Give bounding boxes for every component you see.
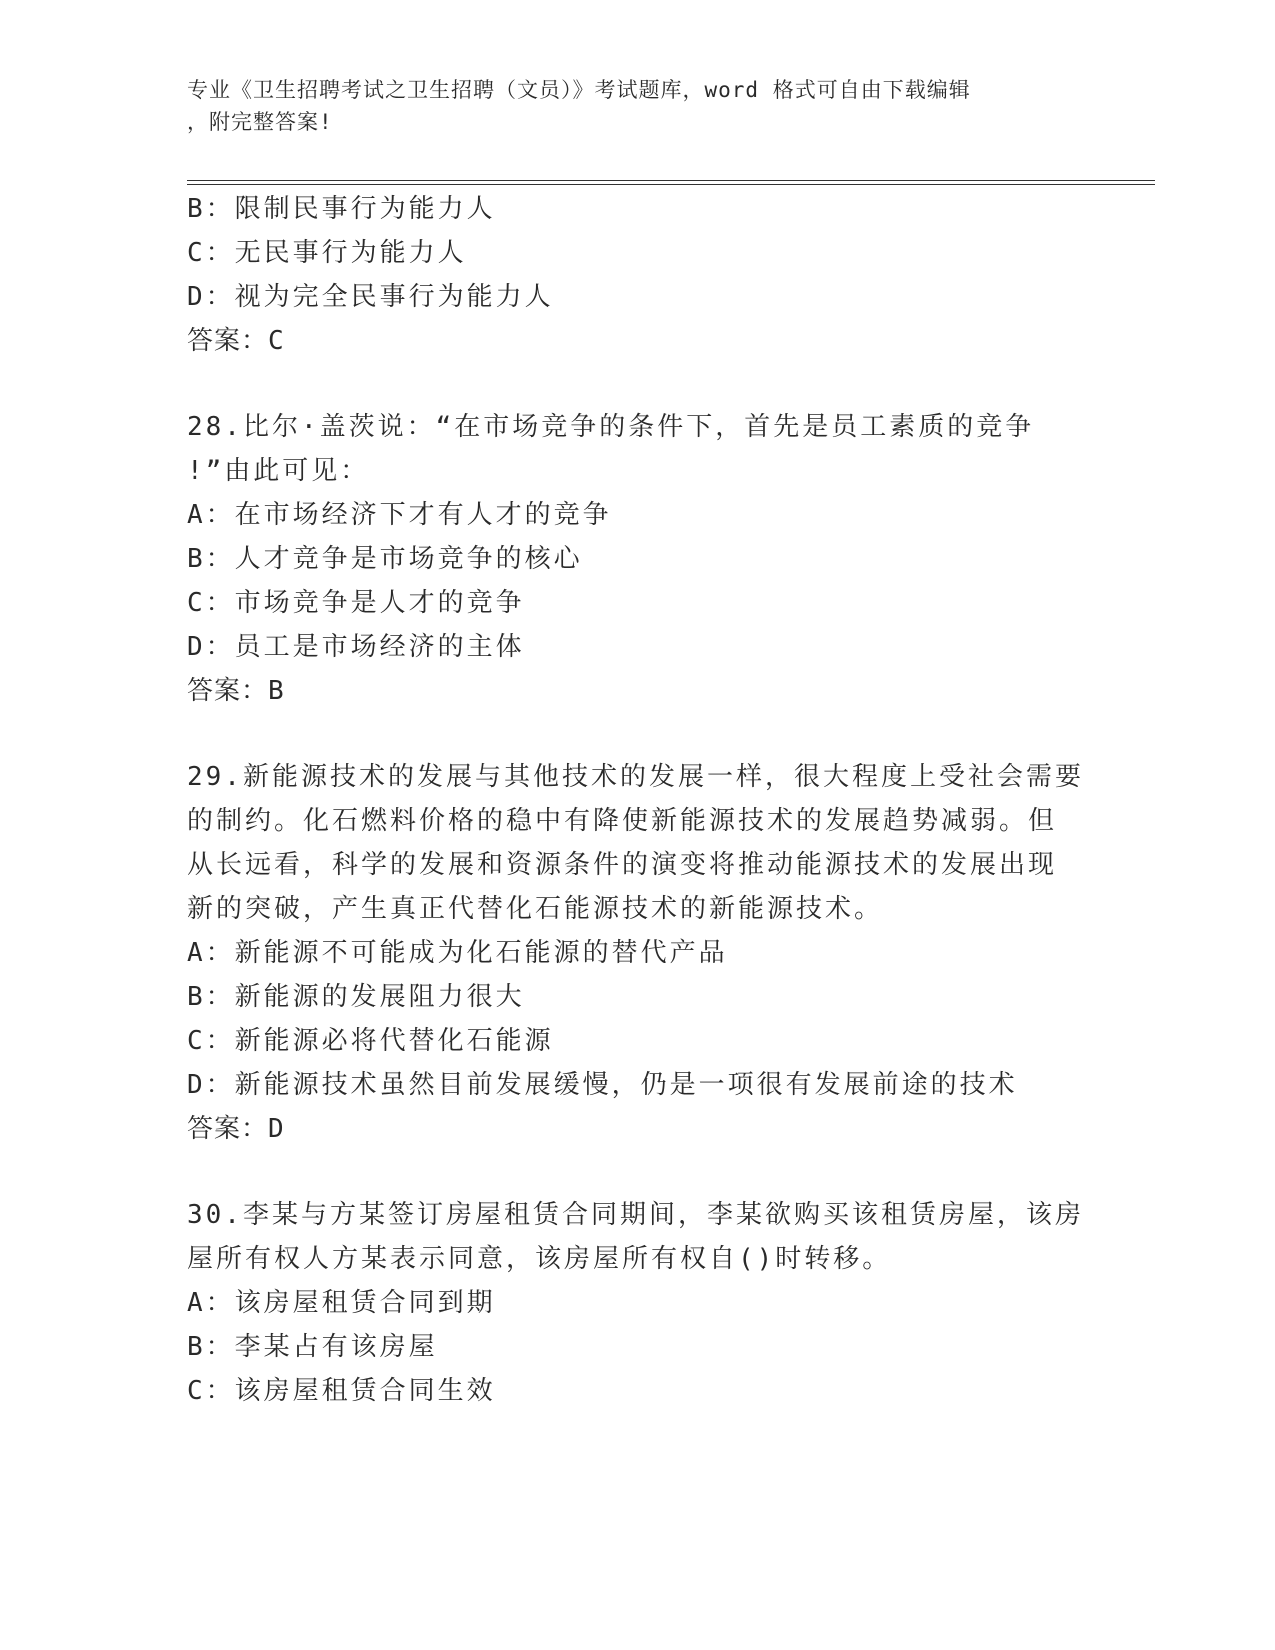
q30-stem-line-1: 30.李某与方某签订房屋租赁合同期间，李某欲购买该租赁房屋，该房 — [187, 1200, 1084, 1230]
answer-label: 答案： — [187, 676, 269, 706]
q29-answer — [187, 1114, 285, 1144]
q30-option-b: B：李某占有该房屋 — [187, 1332, 438, 1362]
answer-value: D — [268, 1114, 285, 1144]
q28-answer — [187, 676, 285, 706]
header-divider-top — [187, 180, 1155, 181]
answer-label: 答案： — [187, 1114, 269, 1144]
q30-option-c: C：该房屋租赁合同生效 — [187, 1376, 496, 1406]
q27-option-d: D：视为完全民事行为能力人 — [187, 282, 554, 312]
header-line-1: 专业《卫生招聘考试之卫生招聘（文员）》考试题库，word 格式可自由下载编辑 — [187, 78, 971, 102]
q29-stem-line-2: 的制约。化石燃料价格的稳中有降使新能源技术的发展趋势减弱。但 — [187, 806, 1058, 836]
q27-option-b: B：限制民事行为能力人 — [187, 194, 496, 224]
answer-value: C — [268, 326, 285, 356]
q29-stem-line-3: 从长远看，科学的发展和资源条件的演变将推动能源技术的发展出现 — [187, 850, 1058, 880]
q28-option-b: B：人才竞争是市场竞争的核心 — [187, 544, 583, 574]
answer-value: B — [268, 676, 285, 706]
q29-option-c: C：新能源必将代替化石能源 — [187, 1026, 554, 1056]
q28-option-d: D：员工是市场经济的主体 — [187, 632, 525, 662]
q29-option-d: D：新能源技术虽然目前发展缓慢，仍是一项很有发展前途的技术 — [187, 1070, 1018, 1100]
answer-label: 答案： — [187, 326, 269, 356]
q28-stem-line-2: !”由此可见： — [187, 456, 370, 486]
q30-stem-line-2: 屋所有权人方某表示同意，该房屋所有权自()时转移。 — [187, 1244, 892, 1274]
q27-answer — [187, 326, 285, 356]
q29-stem-line-4: 新的突破，产生真正代替化石能源技术的新能源技术。 — [187, 894, 884, 924]
q28-option-a: A：在市场经济下才有人才的竞争 — [187, 500, 612, 530]
header-line-2: ，附完整答案! — [187, 110, 333, 134]
q29-option-b: B：新能源的发展阻力很大 — [187, 982, 525, 1012]
q28-option-c: C：市场竞争是人才的竞争 — [187, 588, 525, 618]
q29-stem-line-1: 29.新能源技术的发展与其他技术的发展一样，很大程度上受社会需要 — [187, 762, 1084, 792]
q30-option-a: A：该房屋租赁合同到期 — [187, 1288, 496, 1318]
q27-option-c: C：无民事行为能力人 — [187, 238, 467, 268]
header-divider-bottom — [187, 184, 1155, 185]
q29-option-a: A：新能源不可能成为化石能源的替代产品 — [187, 938, 728, 968]
document-header — [187, 74, 1067, 138]
q28-stem-line-1: 28.比尔·盖茨说：“在市场竞争的条件下，首先是员工素质的竞争 — [187, 412, 1035, 442]
